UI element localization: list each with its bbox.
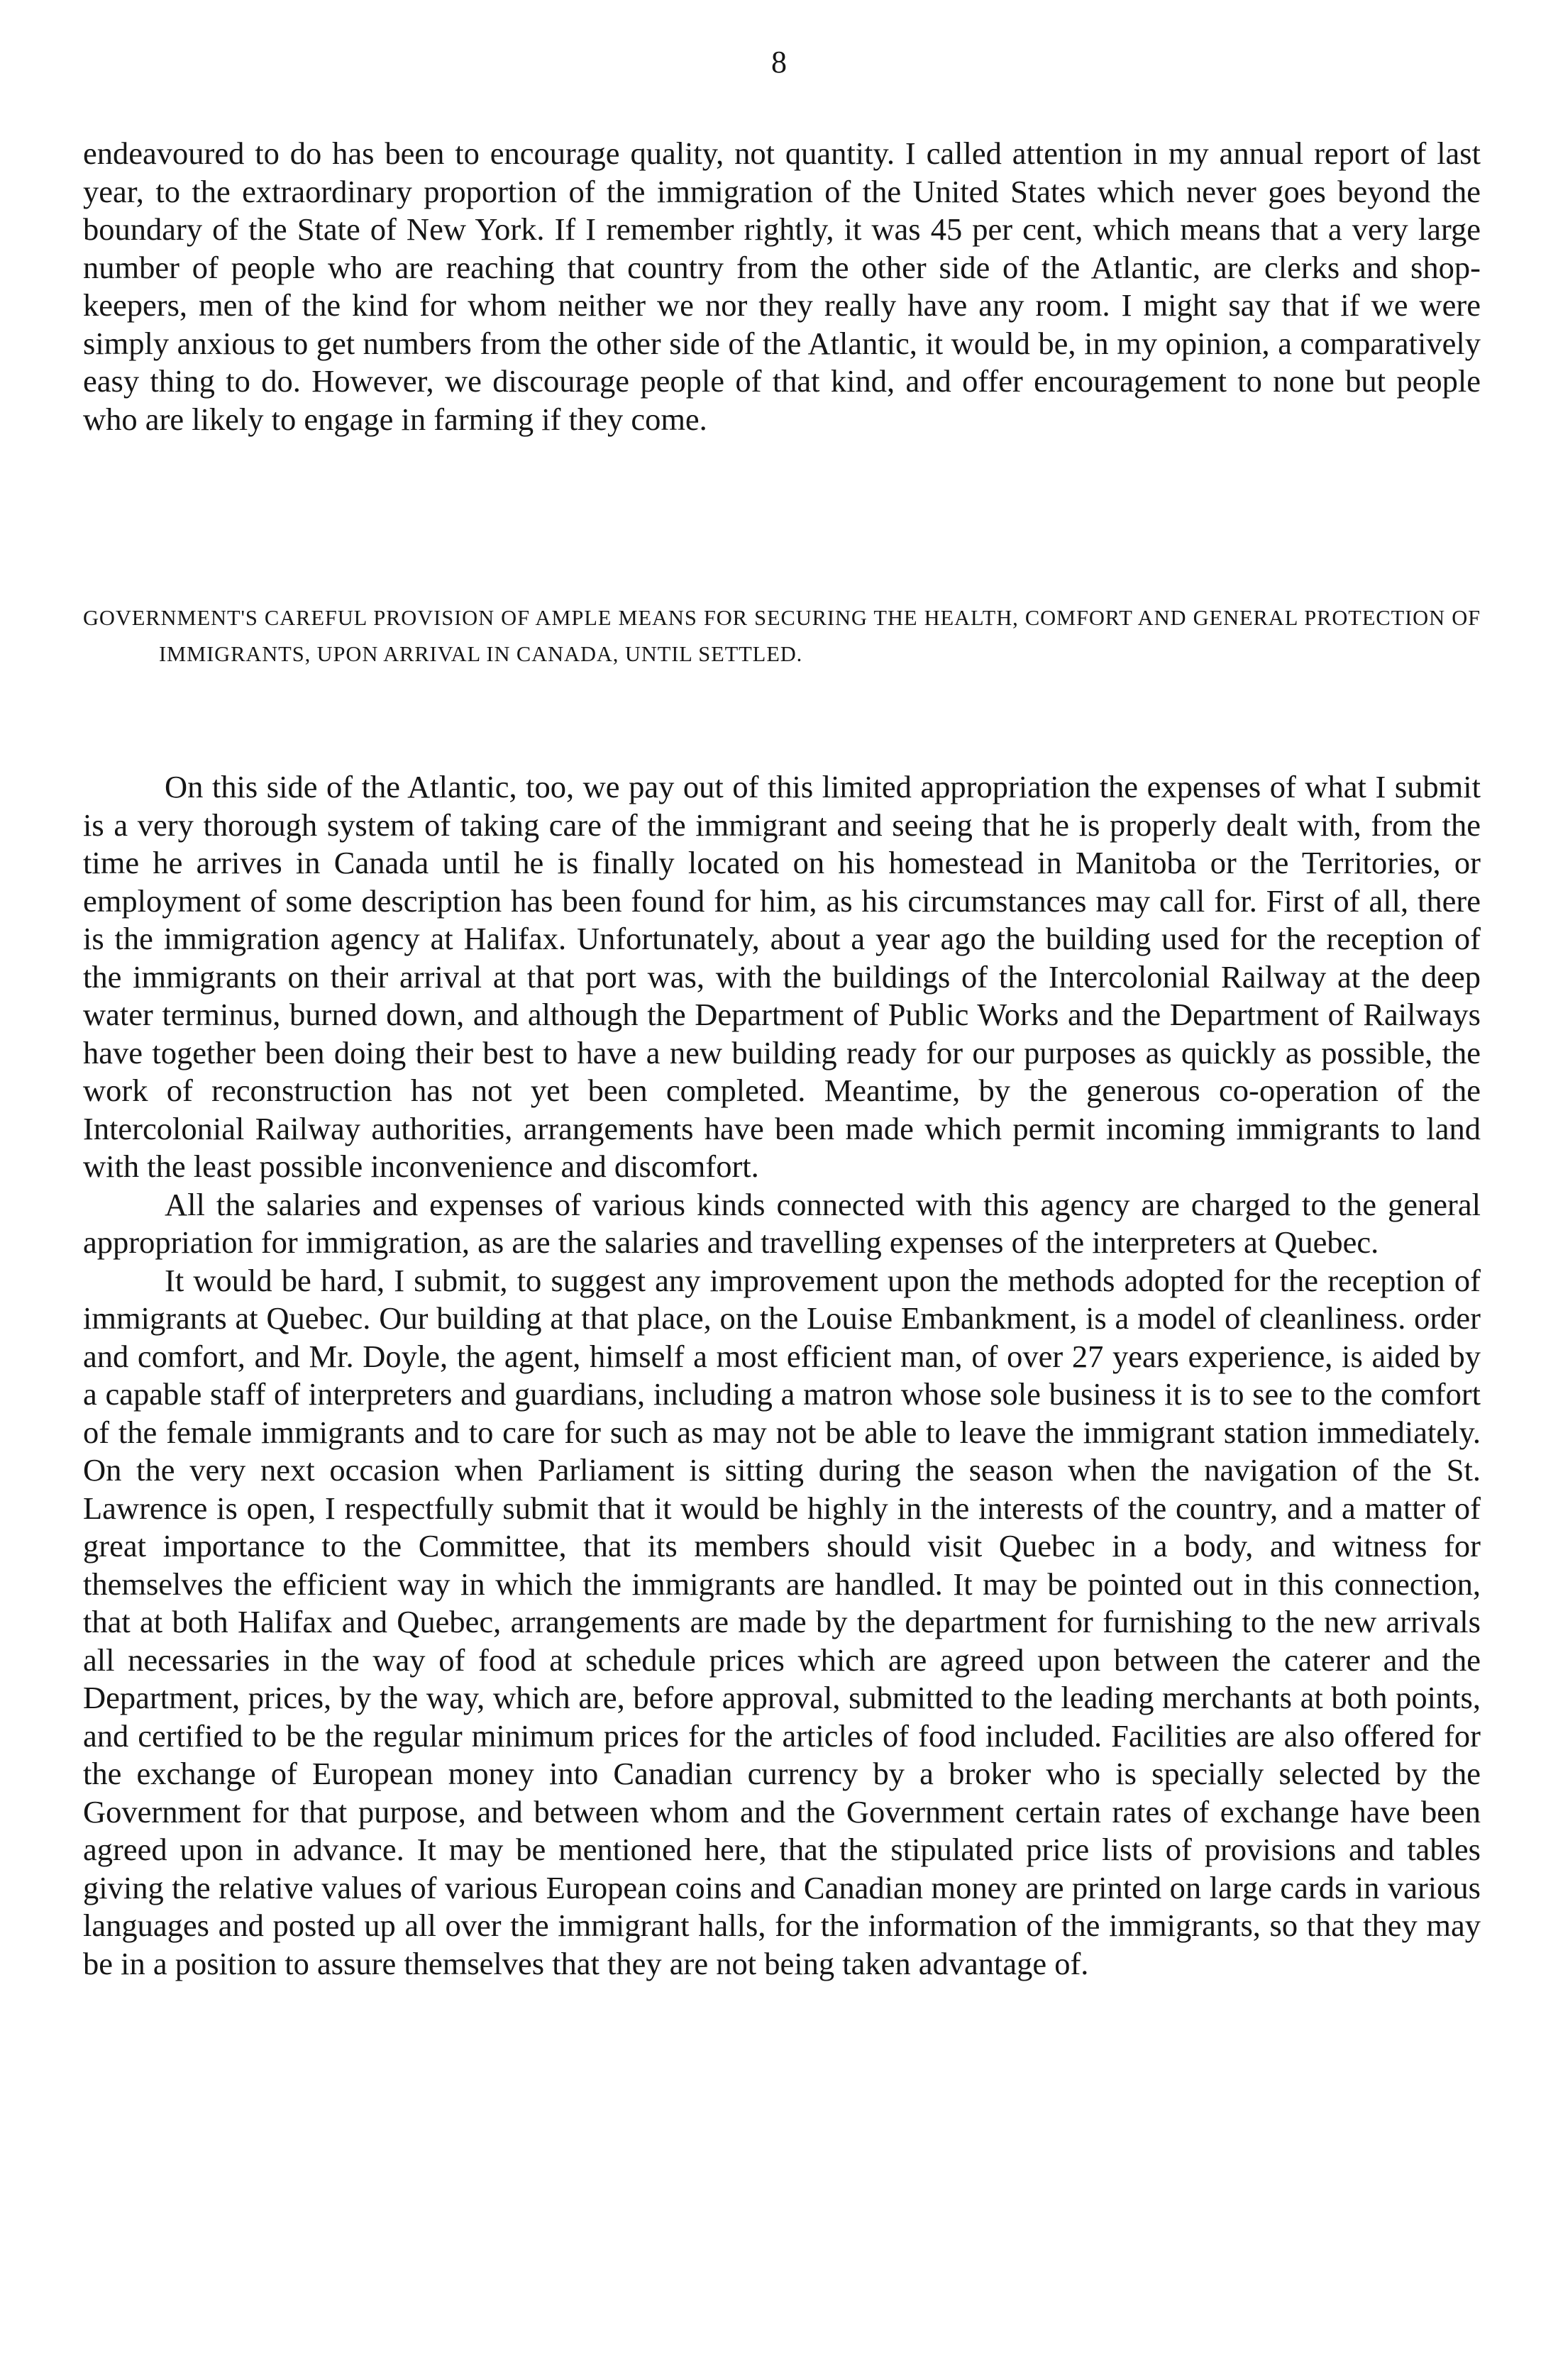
- body-paragraph-halifax: On this side of the Atlantic, too, we pay out of this limited appropriation the expenses of what I submit is a very thorough system of taking care of the immigrant and seeing that he is properly dealt with, from the time he arrives in Canada until he is finally located on his homestead in Manitoba or the Territories, or employment of some description has been found for him, as his circumstances may call for. First of all, there is the immigration agency at Halifax. Unfortunately, about a year ago the building used for the reception of the immigrants on their arrival at that port was, with the buildings of the Intercolonial Railway at the deep water terminus, burned down, and although the Department of Public Works and the Department of Railways have together been doing their best to have a new building ready for our purposes as quickly as possible, the work of reconstruction has not yet been completed. Meantime, by the generous co-operation of the Intercolonial Railway authorities, arrangements have been made which permit incoming immigrants to land with the least possible inconvenience and discomfort.: [83, 769, 1481, 1184]
- page-number: 8: [771, 45, 787, 79]
- body-paragraph-salaries: All the salaries and expenses of various kinds connected with this agency are charged to the general appropriation for immigration, as are the salaries and travelling expenses of the interpreters at Quebec.: [83, 1186, 1481, 1260]
- intro-paragraph: endeavoured to do has been to encourage quality, not quantity. I called attention in my annual report of last year, to the extraordinary proportion of the immigration of the United States which never goes beyond the boundary of the State of New York. If I remember rightly, it was 45 per cent, which means that a very large number of people who are reaching that country from the other side of the Atlantic, are clerks and shop-keepers, men of the kind for whom neither we nor they really have any room. I might say that if we were simply anxious to get numbers from the other side of the Atlantic, it would be, in my opinion, a comparatively easy thing to do. However, we discourage people of that kind, and offer encouragement to none but people who are likely to engage in farming if they come.: [83, 135, 1481, 437]
- body-paragraph-quebec: It would be hard, I submit, to suggest any improvement upon the methods adopted for the reception of immigrants at Quebec. Our building at that place, on the Louise Embankment, is a model of cleanliness. order and comfort, and Mr. Doyle, the agent, himself a most efficient man, of over 27 years experience, is aided by a capable staff of interpreters and guardians, including a matron whose sole business it is to see to the comfort of the female immigrants and to care for such as may not be able to leave the immigrant station immediately. On the very next occasion when Parliament is sitting during the season when the navigation of the St. Lawrence is open, I respectfully submit that it would be highly in the interests of the country, and a matter of great importance to the Committee, that its members should visit Quebec in a body, and witness for themselves the efficient way in which the immigrants are handled. It may be pointed out in this connection, that at both Halifax and Quebec, arrangements are made by the department for furnishing to the new arrivals all necessaries in the way of food at schedule prices which are agreed upon between the caterer and the Department, prices, by the way, which are, before approval, submitted to the leading merchants at both points, and certified to be the regular minimum prices for the articles of food included. Facilities are also offered for the exchange of European money into Canadian currency by a broker who is specially selected by the Government for that purpose, and between whom and the Government certain rates of exchange have been agreed upon in advance. It may be mentioned here, that the stipulated price lists of provisions and tables giving the relative values of various European coins and Canadian money are printed on large cards in various languages and posted up all over the immigrant halls, for the information of the immigrants, so that they may be in a position to assure themselves that they are not being taken advantage of.: [83, 1262, 1481, 1981]
- section-heading: GOVERNMENT'S CAREFUL PROVISION OF AMPLE MEANS FOR SECURING THE HEALTH, COMFORT AND GENERAL PROTECTION OF IMMIGRANTS, UPON ARRIVAL IN CANADA, UNTIL SETTLED.: [83, 606, 1481, 666]
- intro-block: [83, 135, 1481, 438]
- section-body: [83, 768, 1481, 1983]
